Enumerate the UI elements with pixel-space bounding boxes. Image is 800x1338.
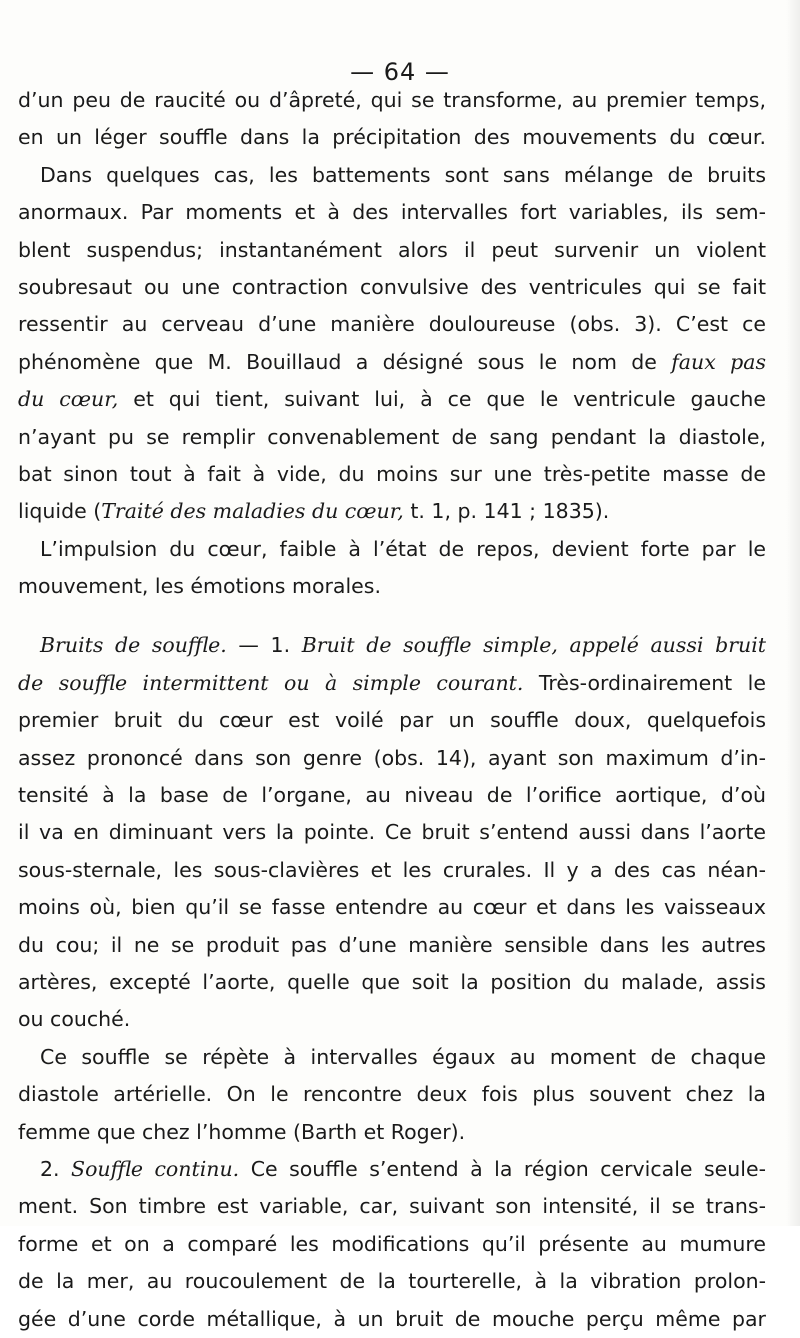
page-edge-shadow bbox=[786, 0, 800, 1226]
text-line bbox=[18, 1151, 766, 1188]
text-line bbox=[18, 381, 766, 418]
text-run: — 1. bbox=[238, 633, 291, 658]
text-line: d’un peu de raucité ou d’âpreté, qui se transforme, au premier temps, bbox=[18, 88, 766, 112]
text-line bbox=[18, 665, 766, 702]
text-run: et qui tient, suivant lui, à ce que le ventricule gauche bbox=[133, 387, 766, 412]
section-heading: Bruits de souffle. bbox=[40, 633, 227, 658]
text-line: artères, excepté l’aorte, quelle que soit la position du malade, assis bbox=[18, 969, 766, 994]
term-italic: du cœur, bbox=[18, 387, 119, 412]
section-gap bbox=[18, 605, 766, 627]
text-line: gée d’une corde métallique, à un bruit de mouche perçu même par bbox=[18, 1306, 766, 1331]
text-run: Ce souffle s’entend à la région cervicale seule- bbox=[250, 1156, 766, 1181]
subheading-italic: Bruit de souffle simple, appelé aussi bruit bbox=[301, 633, 767, 658]
text-line: ou couché. bbox=[18, 1007, 131, 1032]
text-run: phénomène que M. Bouillaud a désigné sous le nom de bbox=[18, 349, 657, 374]
text-line: bat sinon tout à fait à vide, du moins sur une très-petite masse de bbox=[18, 461, 766, 486]
text-line: ment. Son timbre est variable, car, suivant son intensité, il se trans- bbox=[18, 1194, 766, 1219]
page-number: — 64 — bbox=[350, 58, 450, 86]
paragraph-bruits-de-souffle bbox=[18, 627, 766, 1038]
subheading-italic: de souffle intermittent ou à simple courant. bbox=[18, 670, 524, 695]
text-line bbox=[18, 344, 766, 381]
text-line: ressentir au cerveau d’une manière douloureuse (obs. 3). C’est ce bbox=[18, 312, 766, 337]
paragraph-impulsion bbox=[18, 531, 766, 606]
text-line: Dans quelques cas, les battements sont sans mélange de bruits bbox=[40, 162, 766, 187]
text-line bbox=[18, 493, 766, 530]
text-run: liquide ( bbox=[18, 499, 102, 524]
section-heading-line bbox=[18, 627, 766, 664]
text-line: assez prononcé dans son genre (obs. 14), ayant son maximum d’in- bbox=[18, 745, 766, 770]
subheading-italic: Souffle continu. bbox=[71, 1156, 240, 1181]
paragraph-repetition bbox=[18, 1039, 766, 1151]
text-line: il va en diminuant vers la pointe. Ce bruit s’entend aussi dans l’aorte bbox=[18, 820, 766, 845]
text-line: en un léger souffle dans la précipitation des mouvements du cœur. bbox=[18, 125, 766, 150]
text-run: t. 1, p. 141 ; 1835). bbox=[410, 499, 610, 524]
text-line: diastole artérielle. On le rencontre deux fois plus souvent chez la bbox=[18, 1082, 766, 1107]
text-line: de la mer, au roucoulement de la tourterelle, à la vibration prolon- bbox=[18, 1269, 766, 1294]
item-number: 2. bbox=[40, 1156, 60, 1181]
text-line: tensité à la base de l’organe, au niveau de l’orifice aortique, d’où bbox=[18, 783, 766, 808]
text-line: forme et on a comparé les modifications qu’il présente au mumure bbox=[18, 1231, 766, 1256]
text-line: n’ayant pu se remplir convenablement de sang pendant la diastole, bbox=[18, 424, 766, 449]
text-line: sous-sternale, les sous-clavières et les crurales. Il y a des cas néan- bbox=[18, 857, 766, 882]
text-run: Très-ordinairement le bbox=[538, 670, 766, 695]
text-line: mouvement, les émotions morales. bbox=[18, 574, 381, 599]
text-line: anormaux. Par moments et à des intervalles fort variables, ils sem- bbox=[18, 200, 766, 225]
text-line: Ce souffle se répète à intervalles égaux au moment de chaque bbox=[40, 1044, 766, 1069]
text-line: femme que chez l’homme (Barth et Roger). bbox=[18, 1119, 466, 1144]
paragraph-souffle-continu bbox=[18, 1151, 766, 1338]
text-line: du cou; il ne se produit pas d’une manière sensible dans les autres bbox=[18, 932, 766, 957]
text-line: blent suspendus; instantanément alors il peut survenir un violent bbox=[18, 237, 766, 262]
text-line: moins où, bien qu’il se fasse entendre au cœur et dans les vaisseaux bbox=[18, 895, 766, 920]
term-italic: faux pas bbox=[671, 349, 766, 374]
body-text bbox=[18, 82, 766, 1338]
text-line: soubresaut ou une contraction convulsive des ventricules qui se fait bbox=[18, 274, 766, 299]
citation-title: Traité des maladies du cœur, bbox=[101, 499, 404, 524]
text-line: L’impulsion du cœur, faible à l’état de repos, devient forte par le bbox=[40, 536, 766, 561]
paragraph-continuation bbox=[18, 82, 766, 531]
text-line: premier bruit du cœur est voilé par un souffle doux, quelquefois bbox=[18, 708, 766, 733]
